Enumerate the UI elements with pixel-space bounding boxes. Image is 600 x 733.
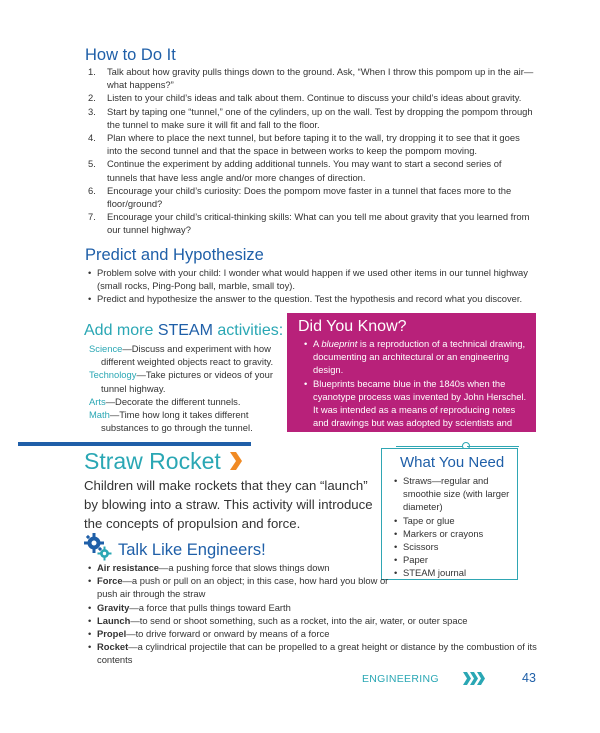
- how-to-title: How to Do It: [85, 46, 176, 64]
- steam-item-technology: Technology—Take pictures or videos of your tunnel highway.: [89, 369, 273, 394]
- vocab-item: • Gravity—a force that pulls things toward Earth: [88, 601, 291, 613]
- page-number: 43: [522, 671, 536, 685]
- section-divider: [18, 442, 251, 446]
- did-you-know-box: [287, 313, 536, 442]
- list-item: • Predict and hypothesize the answer to the question. Test the hypothesis and record what you discover.: [88, 293, 523, 305]
- list-item: • Blueprints became blue in the 1840s when the cyanotype process was invented by John Herschel. It was intended as a means of reproducing notes and drawings but was adopted by scientists and others interested in photography.: [304, 377, 527, 442]
- list-item: • A blueprint is a reproduction of a technical drawing, documenting an architectural or an engineering design.: [304, 338, 526, 376]
- gears-icon: [83, 532, 113, 562]
- vocab-list: [88, 561, 538, 667]
- list-item: • Problem solve with your child: I wonder what would happen if we used other items in our tunnel highway (small rocks, Ping-Pong ball, marble, small toy).: [88, 267, 528, 292]
- list-item: • Scissors: [394, 541, 439, 553]
- steam-item-science: Science—Discuss and experiment with how different weighted objects react to gravity.: [89, 343, 274, 368]
- did-you-know-list: [304, 337, 532, 443]
- step-item: 7. Encourage your child’s critical-thinking skills: What can you tell me about gravity that you learned from our tunnel highway?: [88, 211, 530, 236]
- step-item: 3. Start by taping one “tunnel,” one of the cylinders, up on the wall. Test by dropping the pompom through the tunnel to make sure it will fit and fall to the floor.: [88, 105, 533, 130]
- talk-title: Talk Like Engineers!: [118, 541, 266, 559]
- steam-item-math: Math—Time how long it takes different substances to go through the tunnel.: [89, 409, 253, 434]
- footer-section-label: ENGINEERING: [362, 673, 439, 685]
- vocab-item: • Rocket—a cylindrical projectile that can be propelled to a great height or distance by the combustion of its contents: [88, 641, 537, 666]
- chevron-right-icon: [229, 451, 243, 471]
- list-item: • Paper: [394, 554, 429, 566]
- vocab-item: • Propel—to drive forward or onward by means of a force: [88, 628, 330, 640]
- step-item: 5. Continue the experiment by adding additional tunnels. You may want to start a second series of tunnels that have less angle and/or more changes of direction.: [88, 158, 502, 183]
- step-item: 6. Encourage your child’s curiosity: Does the pompom move faster in a tunnel that faces more to the floor/ground?: [88, 184, 512, 210]
- vocab-item: • Launch—to send or shoot something, such as a rocket, into the air, water, or outer space: [88, 614, 468, 626]
- list-item: • STEAM journal: [394, 567, 467, 579]
- vocab-item: • Air resistance—a pushing force that slows things down: [88, 562, 330, 573]
- list-item: • Straws—regular and smoothie size (with larger diameter): [394, 475, 510, 513]
- straw-rocket-intro: Children will make rockets that they can “launch” by blowing into a straw. This activity will introduce the concepts of propulsion and force.: [84, 478, 373, 531]
- predict-list: [88, 266, 536, 306]
- triple-chevron-icon: [463, 672, 485, 685]
- steam-title: Add more STEAM activities:: [84, 322, 284, 339]
- straw-rocket-title: Straw Rocket: [84, 448, 243, 475]
- list-item: • Markers or crayons: [394, 527, 484, 539]
- what-you-need-title: What You Need: [400, 454, 505, 471]
- predict-title: Predict and Hypothesize: [85, 246, 264, 264]
- steam-item-arts: Arts—Decorate the different tunnels.: [89, 395, 241, 407]
- how-to-steps: [86, 65, 534, 237]
- step-item: 1. Talk about how gravity pulls things down to the ground. Ask, “When I throw this pompom up in the air—what happens?”: [88, 66, 534, 91]
- did-you-know-title: Did You Know?: [298, 318, 407, 335]
- vocab-item: • Force—a push or pull on an object; in this case, how hard you blow or push air through the straw: [88, 575, 389, 600]
- step-item: 4. Plan where to place the next tunnel, but before taping it to the wall, try dropping it to see that it goes into the second tunnel and that the space in between works to keep the pompom moving.: [88, 132, 520, 157]
- list-item: • Tape or glue: [394, 514, 455, 526]
- step-item: 2. Listen to your child’s ideas and talk about them. Continue to discuss your child’s ideas about gravity.: [88, 92, 522, 104]
- steam-list: [89, 342, 281, 434]
